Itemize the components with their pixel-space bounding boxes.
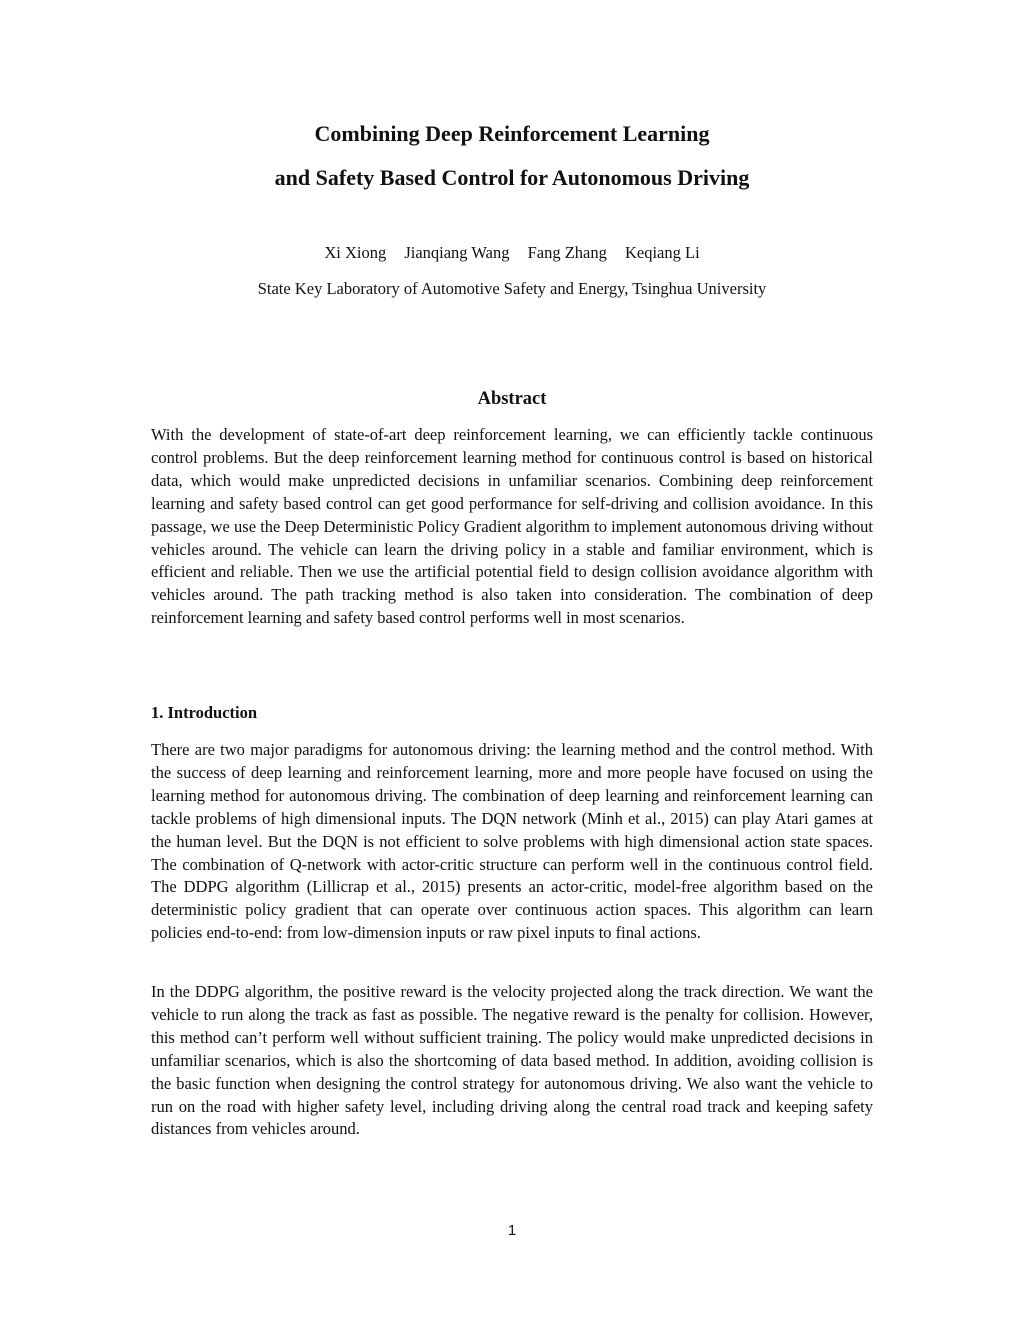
- paper-title-line-1: Combining Deep Reinforcement Learning: [314, 121, 710, 146]
- paper-title-line-2: and Safety Based Control for Autonomous Driving: [274, 165, 750, 190]
- author-affiliation: State Key Laboratory of Automotive Safety and Energy, Tsinghua University: [257, 279, 767, 298]
- author-list: [0, 242, 1024, 264]
- author-name: Jianqiang Wang: [404, 243, 510, 262]
- abstract-heading: Abstract: [477, 389, 547, 409]
- introduction-paragraph-1: There are two major paradigms for autonomous driving: the learning method and the control method. With the success of deep learning and reinforcement learning, more and more people have focused on using the learning method for autonomous driving. The combination of deep learning and reinforcement learning can tackle problems of high dimensional inputs. The DQN network (Minh et al., 2015) can play Atari games at the human level. But the DQN is not efficient to solve problems with high dimensional action state spaces. The combination of Q-network with actor-critic structure can perform well in the continuous control field. The DDPG algorithm (Lillicrap et al., 2015) presents an actor-critic, model-free algorithm based on the deterministic policy gradient that can operate over continuous action spaces. This algorithm can learn policies end-to-end: from low-dimension inputs or raw pixel inputs to final actions.: [151, 740, 873, 943]
- author-name: Keqiang Li: [624, 243, 700, 262]
- page-number: 1: [507, 1222, 517, 1239]
- author-name: Xi Xiong: [324, 243, 387, 262]
- abstract-body: With the development of state-of-art deep reinforcement learning, we can efficiently tackle continuous control problems. But the deep reinforcement learning method for continuous control is based on historical data, which would make unpredicted decisions in unfamiliar scenarios. Combining deep reinforcement learning and safety based control can get good performance for self-driving and collision avoidance. In this passage, we use the Deep Deterministic Policy Gradient algorithm to implement autonomous driving without vehicles around. The vehicle can learn the driving policy in a stable and familiar environment, which is efficient and reliable. Then we use the artificial potential field to design collision avoidance algorithm with vehicles around. The path tracking method is also taken into consideration. The combination of deep reinforcement learning and safety based control performs well in most scenarios.: [151, 425, 873, 628]
- author-name: Fang Zhang: [527, 243, 607, 262]
- introduction-heading: 1. Introduction: [151, 703, 258, 722]
- introduction-paragraph-2: In the DDPG algorithm, the positive reward is the velocity projected along the track direction. We want the vehicle to run along the track as fast as possible. The negative reward is the penalty for collision. However, this method can’t perform well without sufficient training. The policy would make unpredicted decisions in unfamiliar scenarios, which is also the shortcoming of data based method. In addition, avoiding collision is the basic function when designing the control strategy for autonomous driving. We also want the vehicle to run on the road with higher safety level, including driving along the central road track and keeping safety distances from vehicles around.: [151, 982, 873, 1139]
